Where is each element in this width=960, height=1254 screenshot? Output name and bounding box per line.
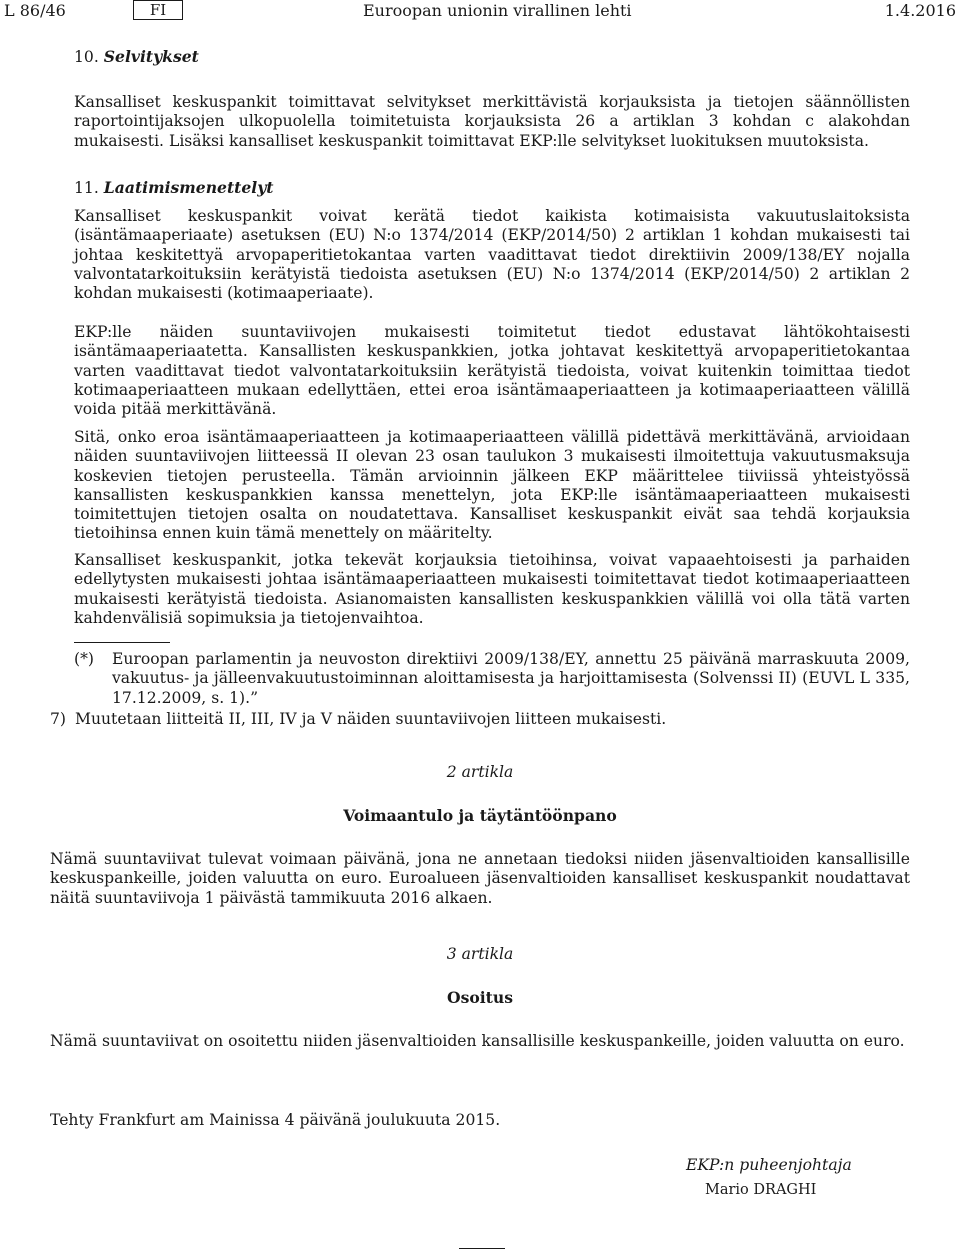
language-code: FI <box>133 0 183 20</box>
article-2-text: Nämä suuntaviivat tulevat voimaan päivänä, jona ne annetaan tiedoksi niiden jäsenvaltioiden kansallisille keskuspankeille, joiden valuutta on euro. Euroalueen jäsenvaltioiden kansalliset keskuspankit noudattavat näitä suuntaviivoja 1 päivästä tammikuuta 2016 alkaen. <box>50 850 910 907</box>
section-title: Selvitykset <box>103 47 199 66</box>
section-number: 10. <box>74 48 99 66</box>
closing-place-date: Tehty Frankfurt am Mainissa 4 päivänä joulukuuta 2015. <box>50 1111 501 1129</box>
item-marker: 7) <box>50 710 67 728</box>
signatory-title: EKP:n puheenjohtaja <box>686 1156 852 1174</box>
footnote-divider <box>74 642 170 643</box>
section-11-heading <box>74 178 273 198</box>
section-11-paragraph-3: Sitä, onko eroa isäntämaaperiaatteen ja kotimaaperiaatteen välillä pidettävä merkittävänä, arvioidaan näiden suuntaviivojen liitteessä II olevan 23 osan taulukon 3 mukaisesti ilmoitettuja vakuutusmaksuja koskevien tietojen perusteella. Tämän arvioinnin jälkeen EKP määrittelee tiiviissä yhteistyössä kansallisten keskuspankkien kanssa menettelyn, jota EKP:lle isäntämaaperiaatteen mukaisesti toimitettujen tietojen osalta on noudatettava. Kansalliset keskuspankit eivät saa tehdä korjauksia tietoihinsa ennen kuin tämä menettely on määritelty. <box>74 428 910 543</box>
article-3-label: 3 artikla <box>446 945 514 963</box>
article-2-title: Voimaantulo ja täytäntöönpano <box>343 806 617 825</box>
section-title: Laatimismenettelyt <box>103 178 274 197</box>
page-reference: L 86/46 <box>4 1 66 20</box>
signatory-name: Mario DRAGHI <box>705 1182 817 1198</box>
footnote-text: Euroopan parlamentin ja neuvoston direktiivi 2009/138/EY, annettu 25 päivänä marraskuuta 2009, vakuutus- ja jälleenvakuutustoiminnan aloittamisesta ja harjoittamisesta (Solvenssi II) (EUVL L 335, 17.12.2009, s. 1).” <box>112 650 910 707</box>
amendment-item-7 <box>50 710 910 729</box>
journal-title: Euroopan unionin virallinen lehti <box>363 1 632 20</box>
article-3-title: Osoitus <box>446 988 513 1007</box>
section-10-paragraph: Kansalliset keskuspankit toimittavat selvitykset merkittävistä korjauksista ja tietojen säännöllisten raportointijaksojen ulkopuolella toimitetuista korjauksista 26 a artiklan 3 kohdan c alakohdan mukaisesti. Lisäksi kansalliset keskuspankit toimittavat EKP:lle selvitykset luokituksen muutoksista. <box>74 93 910 150</box>
footnote <box>74 650 910 708</box>
section-11-paragraph-4: Kansalliset keskuspankit, jotka tekevät korjauksia tietoihinsa, voivat vapaaehtoisesti ja parhaiden edellytysten mukaisesti johtaa isäntämaaperiaatteen mukaisesti toimitettavat tiedot kotimaaperiaatteen mukaisesti kerätyistä tiedoista. Asianomaisten kansallisten keskuspankkien välillä voi olla tätä varten kahdenvälisiä sopimuksia ja tietojenvaihtoa. <box>74 551 910 627</box>
section-11-paragraph-1: Kansalliset keskuspankit voivat kerätä tiedot kaikista kotimaisista vakuutuslaitoksista (isäntämaaperiaate) asetuksen (EU) N:o 1374/2014 (EKP/2014/50) 2 artiklan 1 kohdan mukaisesti tai johtaa keskitettyä arvopaperitietokantaa varten vaadittavat tiedot direktiivin 2009/138/EY nojalla valvontatarkoituksiin kerätyistä tiedoista asetuksen (EU) N:o 1374/2014 (EKP/2014/50) 2 artiklan 2 kohdan mukaisesti (kotimaaperiaate). <box>74 207 910 303</box>
section-10-heading <box>74 47 199 67</box>
section-number: 11. <box>74 179 99 197</box>
page-header <box>0 0 960 24</box>
footnote-marker: (*) <box>74 650 94 668</box>
publication-date: 1.4.2016 <box>884 1 956 20</box>
article-2-label: 2 artikla <box>446 763 514 781</box>
section-11-paragraph-2: EKP:lle näiden suuntaviivojen mukaisesti toimitetut tiedot edustavat lähtökohtaisesti isäntämaaperiaatetta. Kansallisten keskuspankkien, jotka johtavat keskitettyä arvopaperitietokantaa varten vaadittavat tiedot valvontatarkoituksiin kerätyistä tiedoista, voivat kuitenkin toimittaa tiedot kotimaaperiaatteen mukaan edellyttäen, ettei eroa isäntämaaperiaatteen ja kotimaaperiaatteen välillä voida pitää merkittävänä. <box>74 323 910 419</box>
end-divider <box>459 1248 505 1249</box>
item-text: Muutetaan liitteitä II, III, IV ja V näiden suuntaviivojen liitteen mukaisesti. <box>75 710 667 728</box>
article-3-text: Nämä suuntaviivat on osoitettu niiden jäsenvaltioiden kansallisille keskuspankeille, joiden valuutta on euro. <box>50 1032 905 1050</box>
